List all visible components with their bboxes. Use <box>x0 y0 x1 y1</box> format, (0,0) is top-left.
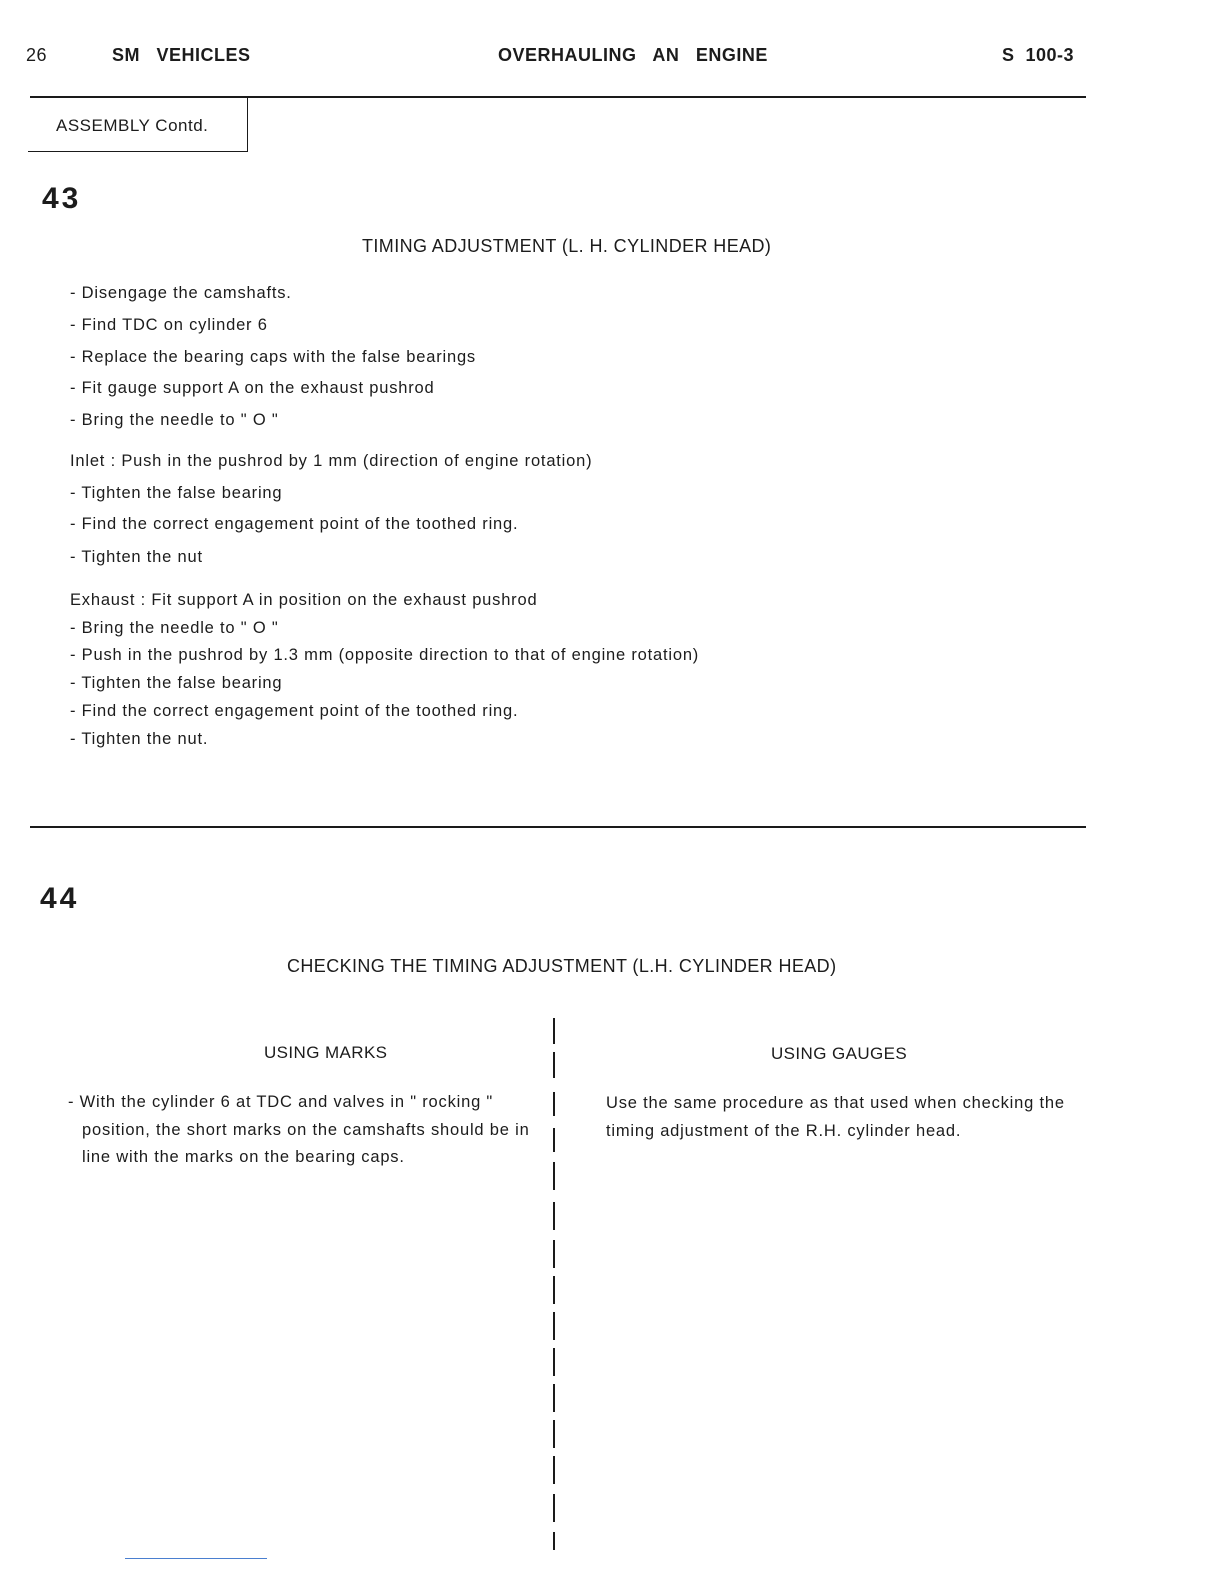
document-title: OVERHAULING AN ENGINE <box>498 45 768 65</box>
step-line: - Bring the needle to " O " <box>70 619 279 637</box>
step-line: - Fit gauge support A on the exhaust pushrod <box>70 379 435 397</box>
using-gauges-heading: USING GAUGES <box>771 1044 908 1063</box>
using-marks-text: - With the cylinder 6 at TDC and valves in " rocking " position, the short marks on the camshafts should be in line with the marks on the bearing caps. <box>68 1093 530 1166</box>
using-marks-heading: USING MARKS <box>264 1043 388 1062</box>
page-number: 26 <box>26 45 48 65</box>
footer-mark <box>125 1558 267 1559</box>
section-43-title: TIMING ADJUSTMENT (L. H. CYLINDER HEAD) <box>362 236 772 256</box>
step-line: - Find TDC on cylinder 6 <box>70 316 268 334</box>
exhaust-heading: Exhaust : Fit support A in position on the exhaust pushrod <box>70 591 538 609</box>
section-tag: ASSEMBLY Contd. <box>56 116 209 135</box>
step-line: - Tighten the false bearing <box>70 484 283 502</box>
step-line: - Disengage the camshafts. <box>70 284 292 302</box>
inlet-heading: Inlet : Push in the pushrod by 1 mm (direction of engine rotation) <box>70 452 593 470</box>
step-line: - Tighten the nut. <box>70 730 209 748</box>
step-line: - Tighten the nut <box>70 548 203 566</box>
section-44-title: CHECKING THE TIMING ADJUSTMENT (L.H. CYLINDER HEAD) <box>287 956 837 976</box>
section-44-number: 44 <box>40 882 80 915</box>
step-line: - Tighten the false bearing <box>70 674 283 692</box>
step-line: - Find the correct engagement point of the toothed ring. <box>70 515 519 533</box>
section-rule <box>30 826 1086 828</box>
document-reference: S 100-3 <box>1002 45 1075 65</box>
vehicle-label: SM VEHICLES <box>112 45 251 65</box>
step-line: - Bring the needle to " O " <box>70 411 279 429</box>
section-tag-box <box>28 96 248 152</box>
using-gauges-text: Use the same procedure as that used when checking the timing adjustment of the R.H. cylinder head. <box>606 1094 1065 1140</box>
step-line: - Replace the bearing caps with the false bearings <box>70 348 476 366</box>
step-line: - Find the correct engagement point of the toothed ring. <box>70 702 519 720</box>
step-line: - Push in the pushrod by 1.3 mm (opposite direction to that of engine rotation) <box>70 646 700 664</box>
section-43-number: 43 <box>42 182 82 215</box>
